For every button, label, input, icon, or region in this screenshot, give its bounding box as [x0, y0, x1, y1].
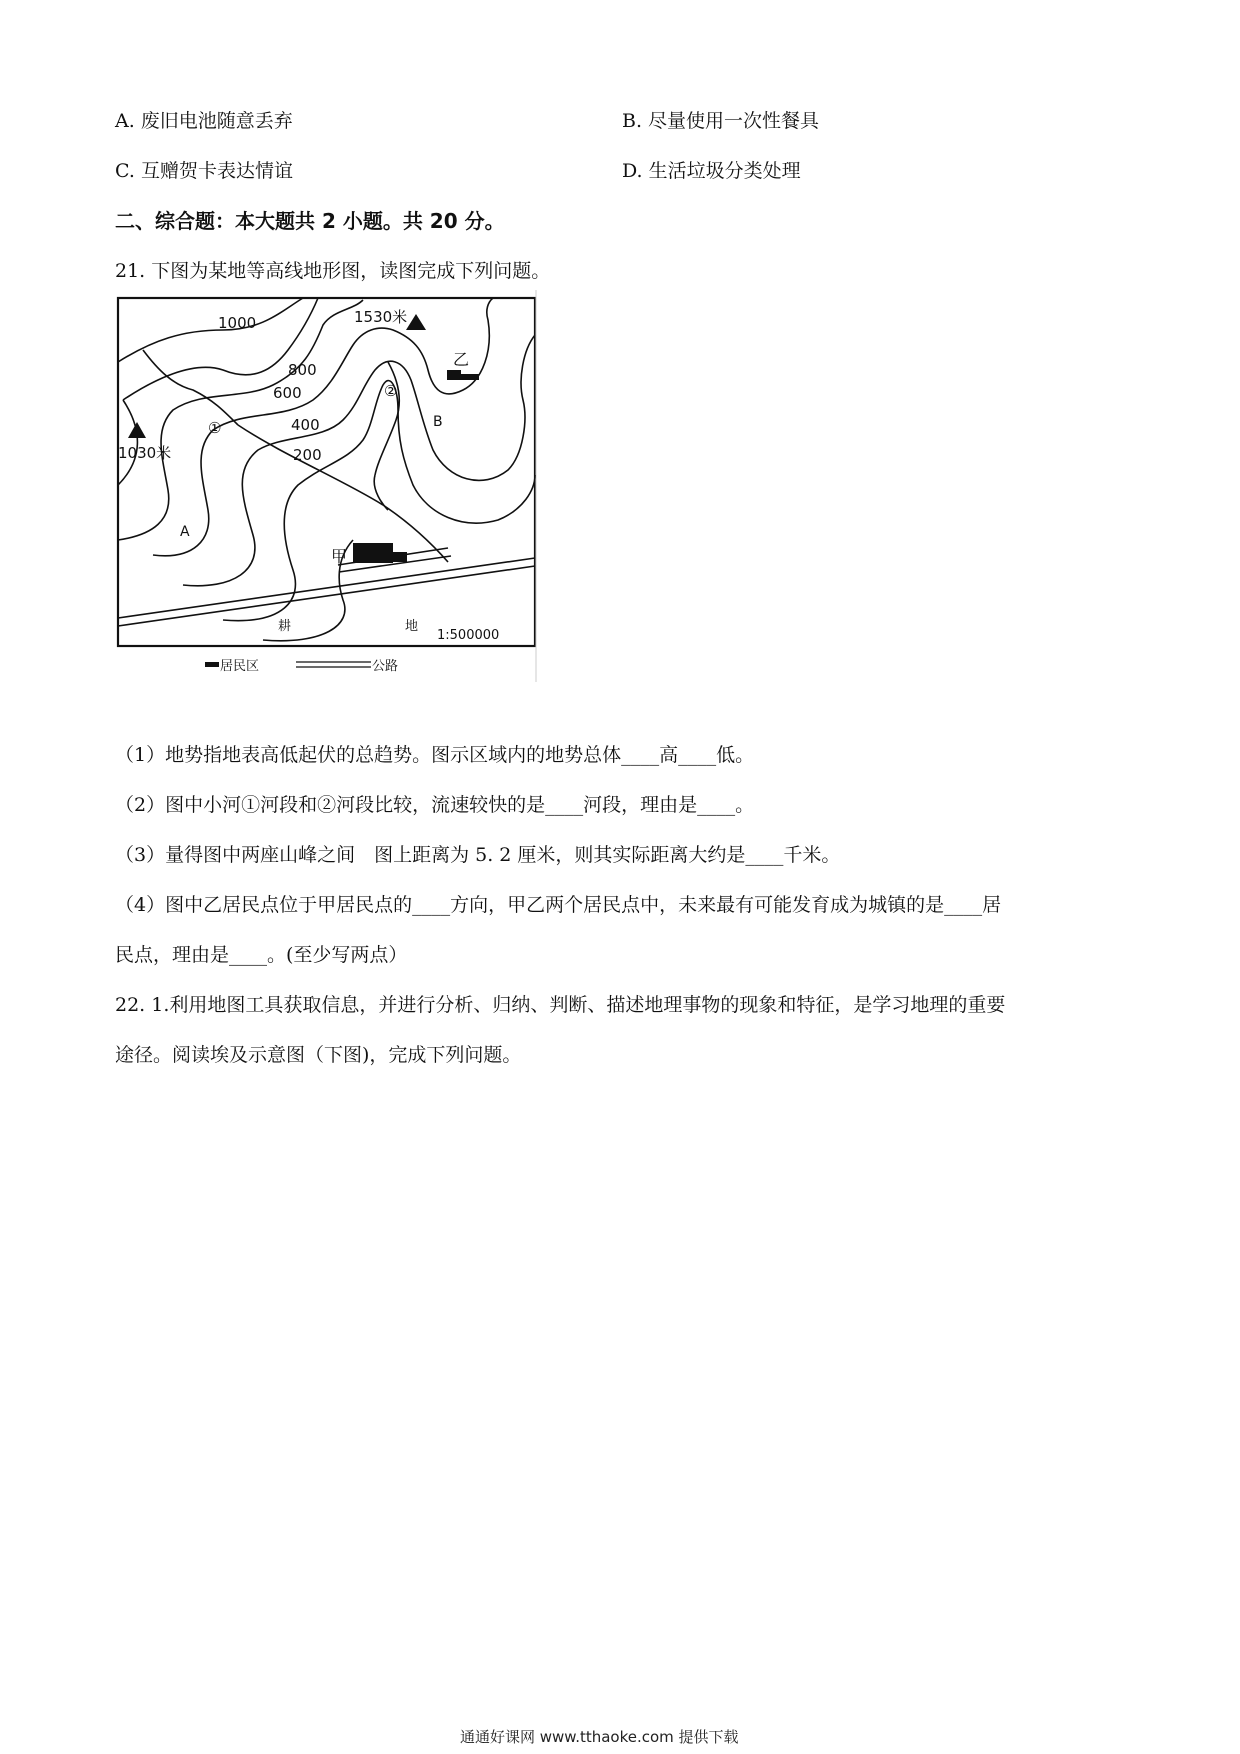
settlement-jia-icon	[353, 543, 393, 563]
peak-1530-icon	[406, 314, 426, 330]
label-point-a: A	[180, 524, 190, 540]
label-point-b: B	[433, 414, 443, 430]
contour-map	[113, 290, 538, 682]
option-b: B. 尽量使用一次性餐具	[622, 110, 820, 132]
label-river-1: ①	[208, 419, 222, 437]
label-600: 600	[273, 384, 302, 402]
q21-sub4-line2: 民点，理由是____。(至少写两点）	[115, 944, 408, 966]
label-farmland-1: 耕	[278, 619, 292, 634]
option-c: C. 互赠贺卡表达情谊	[115, 160, 293, 182]
label-river-2: ②	[384, 382, 398, 400]
label-800: 800	[288, 361, 317, 379]
q22-line2: 途径。阅读埃及示意图（下图)，完成下列问题。	[115, 1044, 522, 1066]
label-200: 200	[293, 446, 322, 464]
label-settlement-jia: 甲	[331, 547, 348, 566]
settlement-yi-icon	[447, 370, 461, 380]
label-peak-1030: 1030米	[118, 444, 172, 462]
section-header: 二、综合题：本大题共 2 小题。共 20 分。	[115, 209, 505, 233]
option-a: A. 废旧电池随意丢弃	[115, 110, 293, 132]
map-scale: 1:500000	[437, 628, 500, 643]
label-1000: 1000	[218, 314, 257, 332]
option-d: D. 生活垃圾分类处理	[622, 160, 801, 182]
q21-sub2: （2）图中小河①河段和②河段比较，流速较快的是____河段，理由是____。	[115, 794, 755, 816]
q21-stem: 21. 下图为某地等高线地形图，读图完成下列问题。	[115, 260, 551, 282]
label-settlement-yi: 乙	[453, 350, 470, 369]
q21-sub1: （1）地势指地表高低起伏的总趋势。图示区域内的地势总体____高____低。	[115, 744, 755, 766]
footer: 通通好课网 www.tthaoke.com 提供下载	[460, 1728, 739, 1746]
label-farmland-2: 地	[405, 619, 419, 634]
legend-settlement-label: 居民区	[220, 659, 260, 674]
legend-road-label: 公路	[372, 659, 399, 674]
legend-settlement-icon	[205, 662, 219, 667]
label-400: 400	[291, 416, 320, 434]
label-peak-1530: 1530米	[354, 308, 408, 326]
map-frame	[118, 298, 535, 646]
peak-1030-icon	[128, 422, 146, 438]
q22-line1: 22. 1.利用地图工具获取信息，并进行分析、归纳、判断、描述地理事物的现象和特征，是学习地理的重要	[115, 994, 1006, 1016]
q21-sub3: （3）量得图中两座山峰之间 图上距离为 5. 2 厘米，则其实际距离大约是____千米。	[115, 844, 841, 866]
q21-sub4-line1: （4）图中乙居民点位于甲居民点的____方向，甲乙两个居民点中，未来最有可能发育成为城镇的是____居	[115, 894, 1002, 916]
